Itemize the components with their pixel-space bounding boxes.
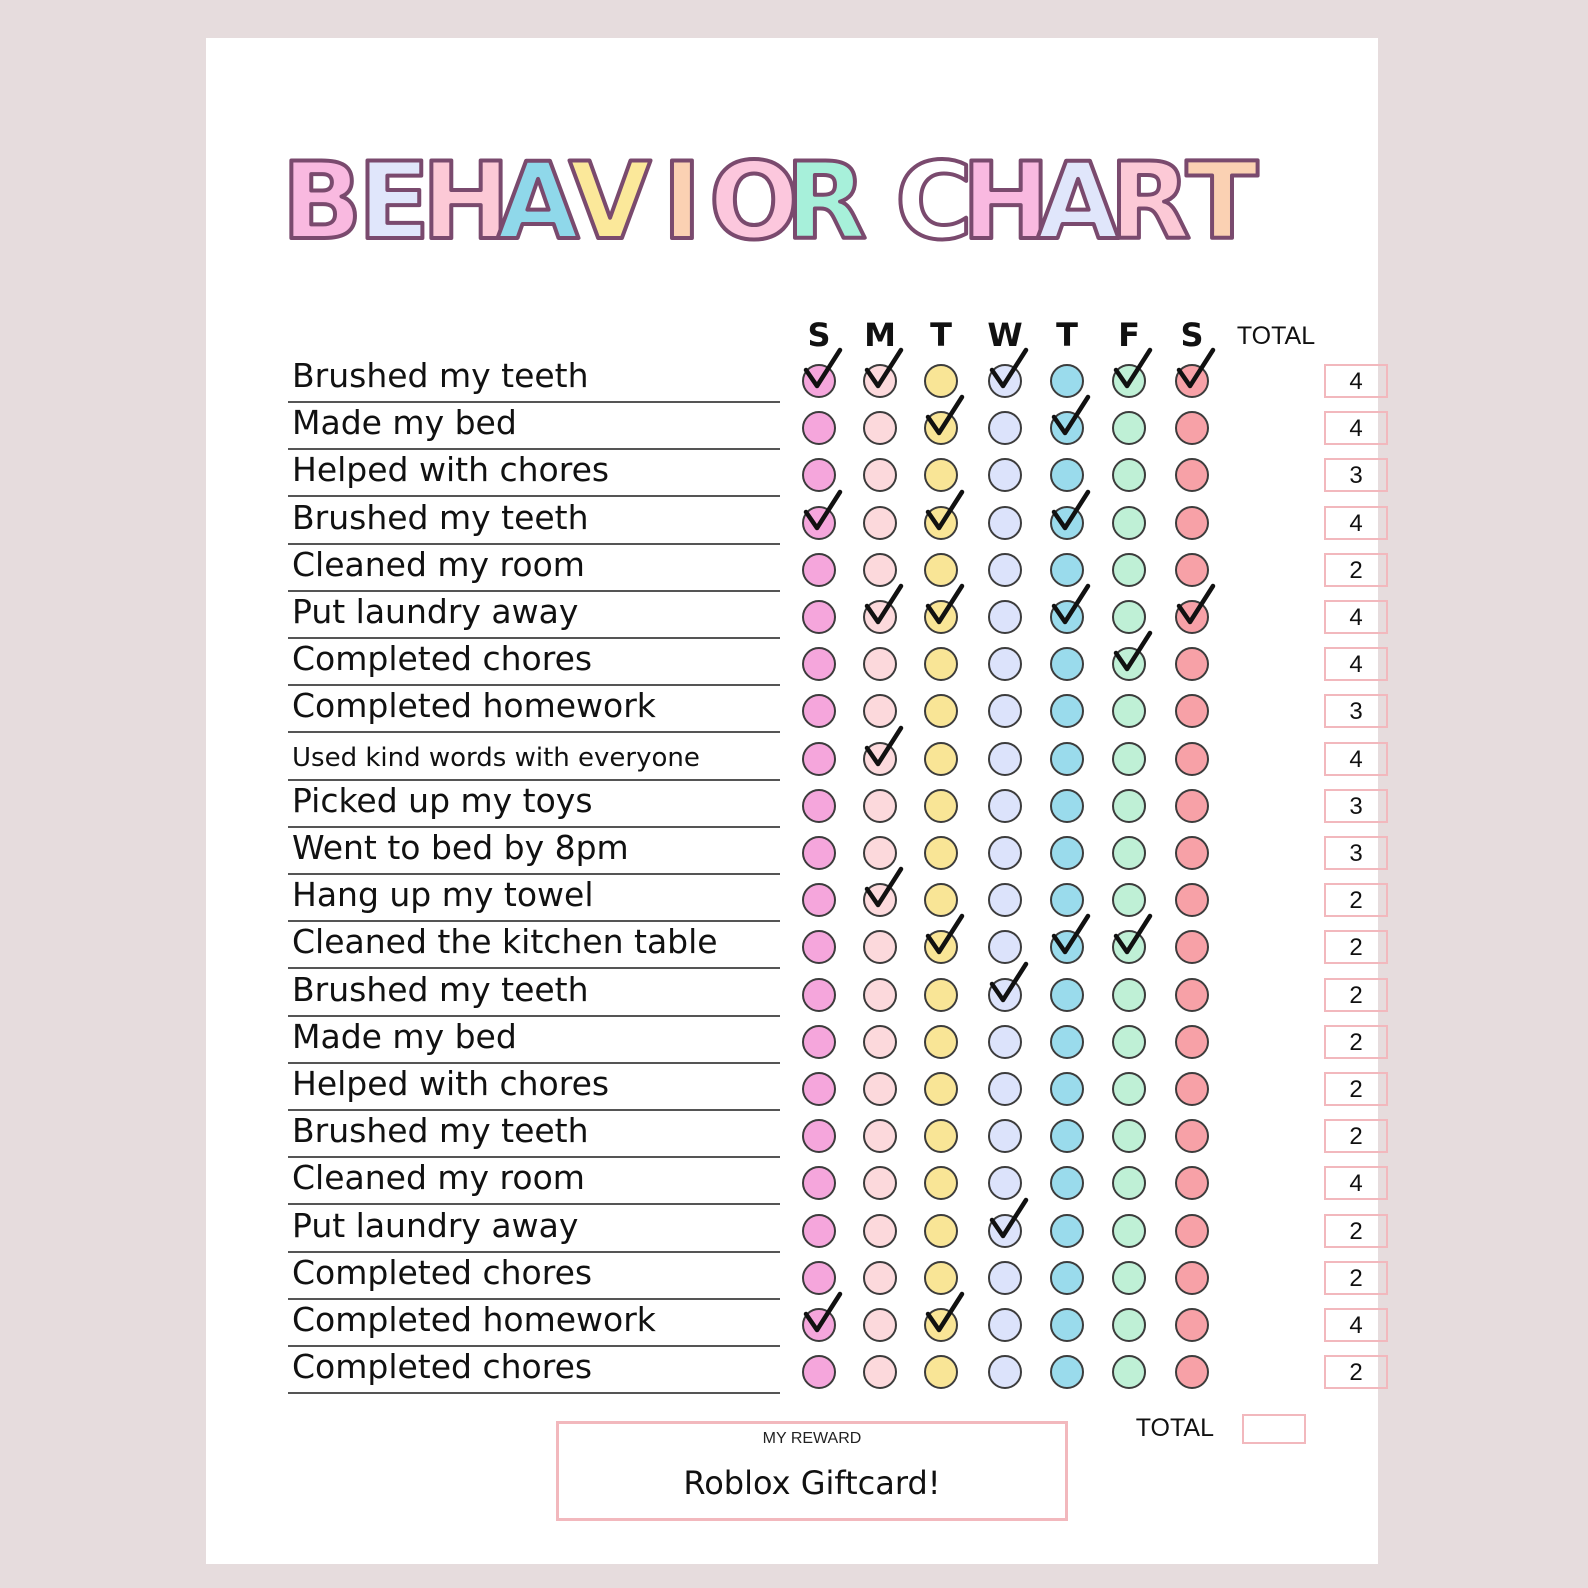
day-checkbox[interactable] [1175,553,1209,587]
task-label: Cleaned the kitchen table [292,922,718,961]
task-row [288,356,1388,403]
title-letter: H [421,140,511,263]
row-total-box[interactable]: 3 [1324,836,1388,870]
day-checkbox[interactable] [802,506,836,540]
day-checkbox[interactable] [988,883,1022,917]
task-label: Cleaned my room [292,545,585,584]
task-row [288,1064,1388,1111]
day-header: S [807,316,831,354]
task-underline [288,1392,780,1394]
task-row [288,639,1388,686]
checkmark-icon [986,1198,1034,1250]
day-checkbox[interactable] [924,742,958,776]
day-header: S [1180,316,1204,354]
day-checkbox[interactable] [988,1025,1022,1059]
day-checkbox[interactable] [1050,1119,1084,1153]
day-checkbox[interactable] [863,978,897,1012]
row-total-box[interactable]: 2 [1324,1355,1388,1389]
day-checkbox[interactable] [1112,553,1146,587]
day-checkbox[interactable] [988,506,1022,540]
row-total-box[interactable]: 2 [1324,930,1388,964]
day-checkbox[interactable] [1050,930,1084,964]
day-checkbox[interactable] [802,1025,836,1059]
day-checkbox[interactable] [1175,978,1209,1012]
checkmark-icon [861,348,909,400]
day-checkbox[interactable] [1050,742,1084,776]
row-total-box[interactable]: 2 [1324,1025,1388,1059]
day-checkbox[interactable] [802,458,836,492]
day-checkbox[interactable] [988,1214,1022,1248]
day-checkbox[interactable] [988,364,1022,398]
title-letter: T [1185,140,1259,263]
grand-total-box[interactable] [1242,1414,1306,1444]
day-checkbox[interactable] [802,600,836,634]
task-row [288,781,1388,828]
day-checkbox[interactable] [988,1072,1022,1106]
task-row [288,970,1388,1017]
task-label: Completed chores [292,1253,593,1292]
day-checkbox[interactable] [988,1355,1022,1389]
day-checkbox[interactable] [863,742,897,776]
day-header: T [1056,316,1078,354]
row-total-box[interactable]: 3 [1324,694,1388,728]
day-checkbox[interactable] [924,600,958,634]
checkmark-icon [1048,490,1096,542]
day-checkbox[interactable] [1175,742,1209,776]
day-checkbox[interactable] [863,1072,897,1106]
task-row [288,875,1388,922]
day-checkbox[interactable] [1112,694,1146,728]
row-total-box[interactable]: 4 [1324,600,1388,634]
day-checkbox[interactable] [1175,1072,1209,1106]
title-letter: B [281,140,363,263]
row-total-box[interactable]: 2 [1324,1119,1388,1153]
title-letter: O [708,140,800,263]
day-checkbox[interactable] [1175,1355,1209,1389]
day-checkbox[interactable] [924,836,958,870]
task-label: Cleaned my room [292,1158,585,1197]
day-checkbox[interactable] [863,1261,897,1295]
day-checkbox[interactable] [802,883,836,917]
title-letter: H [961,140,1051,263]
day-checkbox[interactable] [863,1355,897,1389]
day-checkbox[interactable] [802,1214,836,1248]
day-checkbox[interactable] [924,364,958,398]
task-label: Completed homework [292,1300,656,1339]
day-checkbox[interactable] [1112,789,1146,823]
row-total-box[interactable]: 4 [1324,647,1388,681]
day-checkbox[interactable] [1050,647,1084,681]
day-checkbox[interactable] [1175,458,1209,492]
task-label: Brushed my teeth [292,970,589,1009]
title-letter: I [662,140,702,263]
title-letter: R [785,140,867,263]
task-row [288,592,1388,639]
day-checkbox[interactable] [863,883,897,917]
day-checkbox[interactable] [1112,1355,1146,1389]
day-checkbox[interactable] [1175,836,1209,870]
task-label: Brushed my teeth [292,498,589,537]
day-checkbox[interactable] [988,647,1022,681]
day-checkbox[interactable] [1112,836,1146,870]
checkmark-icon [1110,348,1158,400]
reward-value: Roblox Giftcard! [683,1464,941,1502]
task-underline [288,495,780,497]
chart-sheet [206,38,1378,1564]
day-checkbox[interactable] [1050,1025,1084,1059]
row-total-box[interactable]: 2 [1324,1072,1388,1106]
day-checkbox[interactable] [988,836,1022,870]
day-checkbox[interactable] [1050,789,1084,823]
day-checkbox[interactable] [802,978,836,1012]
checkmark-icon [1173,584,1221,636]
task-underline [288,967,780,969]
task-row [288,498,1388,545]
day-checkbox[interactable] [863,1025,897,1059]
task-label: Completed chores [292,639,593,678]
day-checkbox[interactable] [802,364,836,398]
task-label: Helped with chores [292,1064,610,1103]
task-underline [288,1203,780,1205]
task-row [288,734,1388,781]
task-label: Made my bed [292,403,517,442]
task-label: Completed homework [292,686,656,725]
checkmark-icon [922,490,970,542]
task-label: Helped with chores [292,450,610,489]
day-checkbox[interactable] [924,553,958,587]
day-checkbox[interactable] [1175,600,1209,634]
day-checkbox[interactable] [1175,1025,1209,1059]
day-checkbox[interactable] [988,553,1022,587]
day-checkbox[interactable] [802,789,836,823]
title-letter: E [357,140,431,263]
day-header: T [930,316,952,354]
task-row [288,545,1388,592]
day-checkbox[interactable] [924,883,958,917]
checkmark-icon [1110,631,1158,683]
checkmark-icon [1048,584,1096,636]
day-checkbox[interactable] [1050,1261,1084,1295]
title-letter: C [895,140,973,263]
day-checkbox[interactable] [802,1166,836,1200]
day-checkbox[interactable] [863,836,897,870]
checkmark-icon [1173,348,1221,400]
day-checkbox[interactable] [1050,553,1084,587]
checkmark-icon [800,490,848,542]
row-total-box[interactable]: 2 [1324,1214,1388,1248]
day-checkbox[interactable] [1112,458,1146,492]
day-header: F [1118,316,1140,354]
checkmark-icon [861,726,909,778]
day-checkbox[interactable] [924,1261,958,1295]
task-row [288,1206,1388,1253]
day-checkbox[interactable] [1112,1261,1146,1295]
day-header: W [987,316,1023,354]
day-checkbox[interactable] [924,411,958,445]
checkmark-icon [922,395,970,447]
day-checkbox[interactable] [988,458,1022,492]
day-checkbox[interactable] [863,1166,897,1200]
day-checkbox[interactable] [1050,1355,1084,1389]
day-checkbox[interactable] [1112,1072,1146,1106]
day-checkbox[interactable] [1112,1308,1146,1342]
row-total-box[interactable]: 2 [1324,883,1388,917]
day-checkbox[interactable] [1112,883,1146,917]
day-checkbox[interactable] [1050,694,1084,728]
day-checkbox[interactable] [1112,1214,1146,1248]
day-checkbox[interactable] [988,789,1022,823]
checkmark-icon [1048,395,1096,447]
task-label: Brushed my teeth [292,356,589,395]
day-checkbox[interactable] [924,1166,958,1200]
day-checkbox[interactable] [988,1261,1022,1295]
checkmark-icon [1110,914,1158,966]
day-checkbox[interactable] [988,1166,1022,1200]
row-total-box[interactable]: 3 [1324,458,1388,492]
checkmark-icon [861,867,909,919]
day-checkbox[interactable] [802,647,836,681]
day-checkbox[interactable] [1175,647,1209,681]
day-checkbox[interactable] [1050,1308,1084,1342]
day-checkbox[interactable] [924,789,958,823]
task-label: Hang up my towel [292,875,594,914]
checkmark-icon [986,962,1034,1014]
day-checkbox[interactable] [1175,883,1209,917]
checkmark-icon [1048,914,1096,966]
row-total-box[interactable]: 4 [1324,411,1388,445]
day-checkbox[interactable] [802,411,836,445]
day-checkbox[interactable] [924,694,958,728]
day-checkbox[interactable] [863,411,897,445]
day-checkbox[interactable] [1112,506,1146,540]
day-checkbox[interactable] [1112,742,1146,776]
day-checkbox[interactable] [1175,1166,1209,1200]
day-checkbox[interactable] [863,930,897,964]
row-total-box[interactable]: 2 [1324,553,1388,587]
day-checkbox[interactable] [1050,1072,1084,1106]
task-row [288,922,1388,969]
task-label: Put laundry away [292,1206,579,1245]
row-total-box[interactable]: 4 [1324,1166,1388,1200]
day-checkbox[interactable] [1050,1166,1084,1200]
day-checkbox[interactable] [1050,411,1084,445]
day-checkbox[interactable] [988,1119,1022,1153]
row-total-box[interactable]: 2 [1324,1261,1388,1295]
row-total-box[interactable]: 4 [1324,742,1388,776]
day-checkbox[interactable] [863,1214,897,1248]
day-checkbox[interactable] [1050,458,1084,492]
day-checkbox[interactable] [802,1308,836,1342]
task-underline [288,731,780,733]
day-checkbox[interactable] [1050,836,1084,870]
task-label: Put laundry away [292,592,579,631]
day-checkbox[interactable] [924,458,958,492]
day-checkbox[interactable] [924,1119,958,1153]
day-checkbox[interactable] [1175,930,1209,964]
task-label: Used kind words with everyone [292,743,700,773]
day-checkbox[interactable] [863,647,897,681]
reward-label: MY REWARD [762,1430,862,1447]
reward-box[interactable] [556,1421,1068,1521]
task-label: Brushed my teeth [292,1111,589,1150]
row-total-box[interactable]: 4 [1324,506,1388,540]
day-checkbox[interactable] [1050,506,1084,540]
day-checkbox[interactable] [802,1261,836,1295]
day-checkbox[interactable] [863,694,897,728]
day-checkbox[interactable] [1112,1166,1146,1200]
title-letter: A [1036,140,1120,263]
checkmark-icon [800,348,848,400]
day-checkbox[interactable] [988,694,1022,728]
day-checkbox[interactable] [1175,1261,1209,1295]
day-checkbox[interactable] [1175,694,1209,728]
day-checkbox[interactable] [988,978,1022,1012]
total-column-header: TOTAL [1236,322,1316,350]
checkmark-icon [922,914,970,966]
task-row [288,1347,1388,1394]
day-checkbox[interactable] [924,647,958,681]
day-checkbox[interactable] [1112,647,1146,681]
task-row [288,686,1388,733]
day-checkbox[interactable] [1112,930,1146,964]
title-letter: A [496,140,580,263]
day-checkbox[interactable] [924,1214,958,1248]
row-total-box[interactable]: 3 [1324,789,1388,823]
day-checkbox[interactable] [1050,978,1084,1012]
day-checkbox[interactable] [988,1308,1022,1342]
title-letter: R [1109,140,1191,263]
day-checkbox[interactable] [1175,411,1209,445]
day-header: M [864,316,896,354]
day-checkbox[interactable] [1050,1214,1084,1248]
day-checkbox[interactable] [1175,1308,1209,1342]
chart-title [281,138,1298,263]
day-checkbox[interactable] [802,1355,836,1389]
checkmark-icon [986,348,1034,400]
grand-total-label: TOTAL [1135,1414,1214,1442]
day-checkbox[interactable] [988,742,1022,776]
task-row [288,1111,1388,1158]
day-checkbox[interactable] [863,1119,897,1153]
day-checkbox[interactable] [1175,1119,1209,1153]
day-checkbox[interactable] [1112,1119,1146,1153]
day-checkbox[interactable] [1050,600,1084,634]
checkmark-icon [800,1292,848,1344]
day-checkbox[interactable] [988,411,1022,445]
day-checkbox[interactable] [924,506,958,540]
day-checkbox[interactable] [1112,600,1146,634]
day-checkbox[interactable] [1050,883,1084,917]
day-checkbox[interactable] [802,553,836,587]
day-checkbox[interactable] [1175,506,1209,540]
day-checkbox[interactable] [1175,364,1209,398]
day-checkbox[interactable] [1112,1025,1146,1059]
day-checkbox[interactable] [1112,978,1146,1012]
day-checkbox[interactable] [802,930,836,964]
task-label: Made my bed [292,1017,517,1056]
checkmark-icon [922,1292,970,1344]
day-checkbox[interactable] [1050,364,1084,398]
day-checkbox[interactable] [863,789,897,823]
day-checkbox[interactable] [924,930,958,964]
day-checkbox[interactable] [1175,1214,1209,1248]
day-checkbox[interactable] [924,1025,958,1059]
checkmark-icon [922,584,970,636]
day-checkbox[interactable] [863,553,897,587]
task-label: Picked up my toys [292,781,593,820]
task-label: Went to bed by 8pm [292,828,629,867]
day-checkbox[interactable] [802,1119,836,1153]
day-checkbox[interactable] [1112,364,1146,398]
task-row [288,1300,1388,1347]
day-checkbox[interactable] [863,364,897,398]
task-row [288,1017,1388,1064]
day-checkbox[interactable] [1112,411,1146,445]
task-row [288,1158,1388,1205]
day-checkbox[interactable] [863,458,897,492]
day-checkbox[interactable] [863,600,897,634]
task-row [288,828,1388,875]
day-checkbox[interactable] [802,1072,836,1106]
day-checkbox[interactable] [863,1308,897,1342]
day-checkbox[interactable] [802,742,836,776]
row-total-box[interactable]: 4 [1324,1308,1388,1342]
checkmark-icon [861,584,909,636]
day-checkbox[interactable] [802,836,836,870]
title-letter: V [568,140,652,263]
day-checkbox[interactable] [988,600,1022,634]
day-checkbox[interactable] [1175,789,1209,823]
day-checkbox[interactable] [924,1308,958,1342]
day-checkbox[interactable] [863,506,897,540]
day-checkbox[interactable] [924,1355,958,1389]
task-row [288,403,1388,450]
task-label: Completed chores [292,1347,593,1386]
day-checkbox[interactable] [988,930,1022,964]
day-checkbox[interactable] [802,694,836,728]
day-checkbox[interactable] [924,1072,958,1106]
row-total-box[interactable]: 4 [1324,364,1388,398]
day-checkbox[interactable] [924,978,958,1012]
row-total-box[interactable]: 2 [1324,978,1388,1012]
